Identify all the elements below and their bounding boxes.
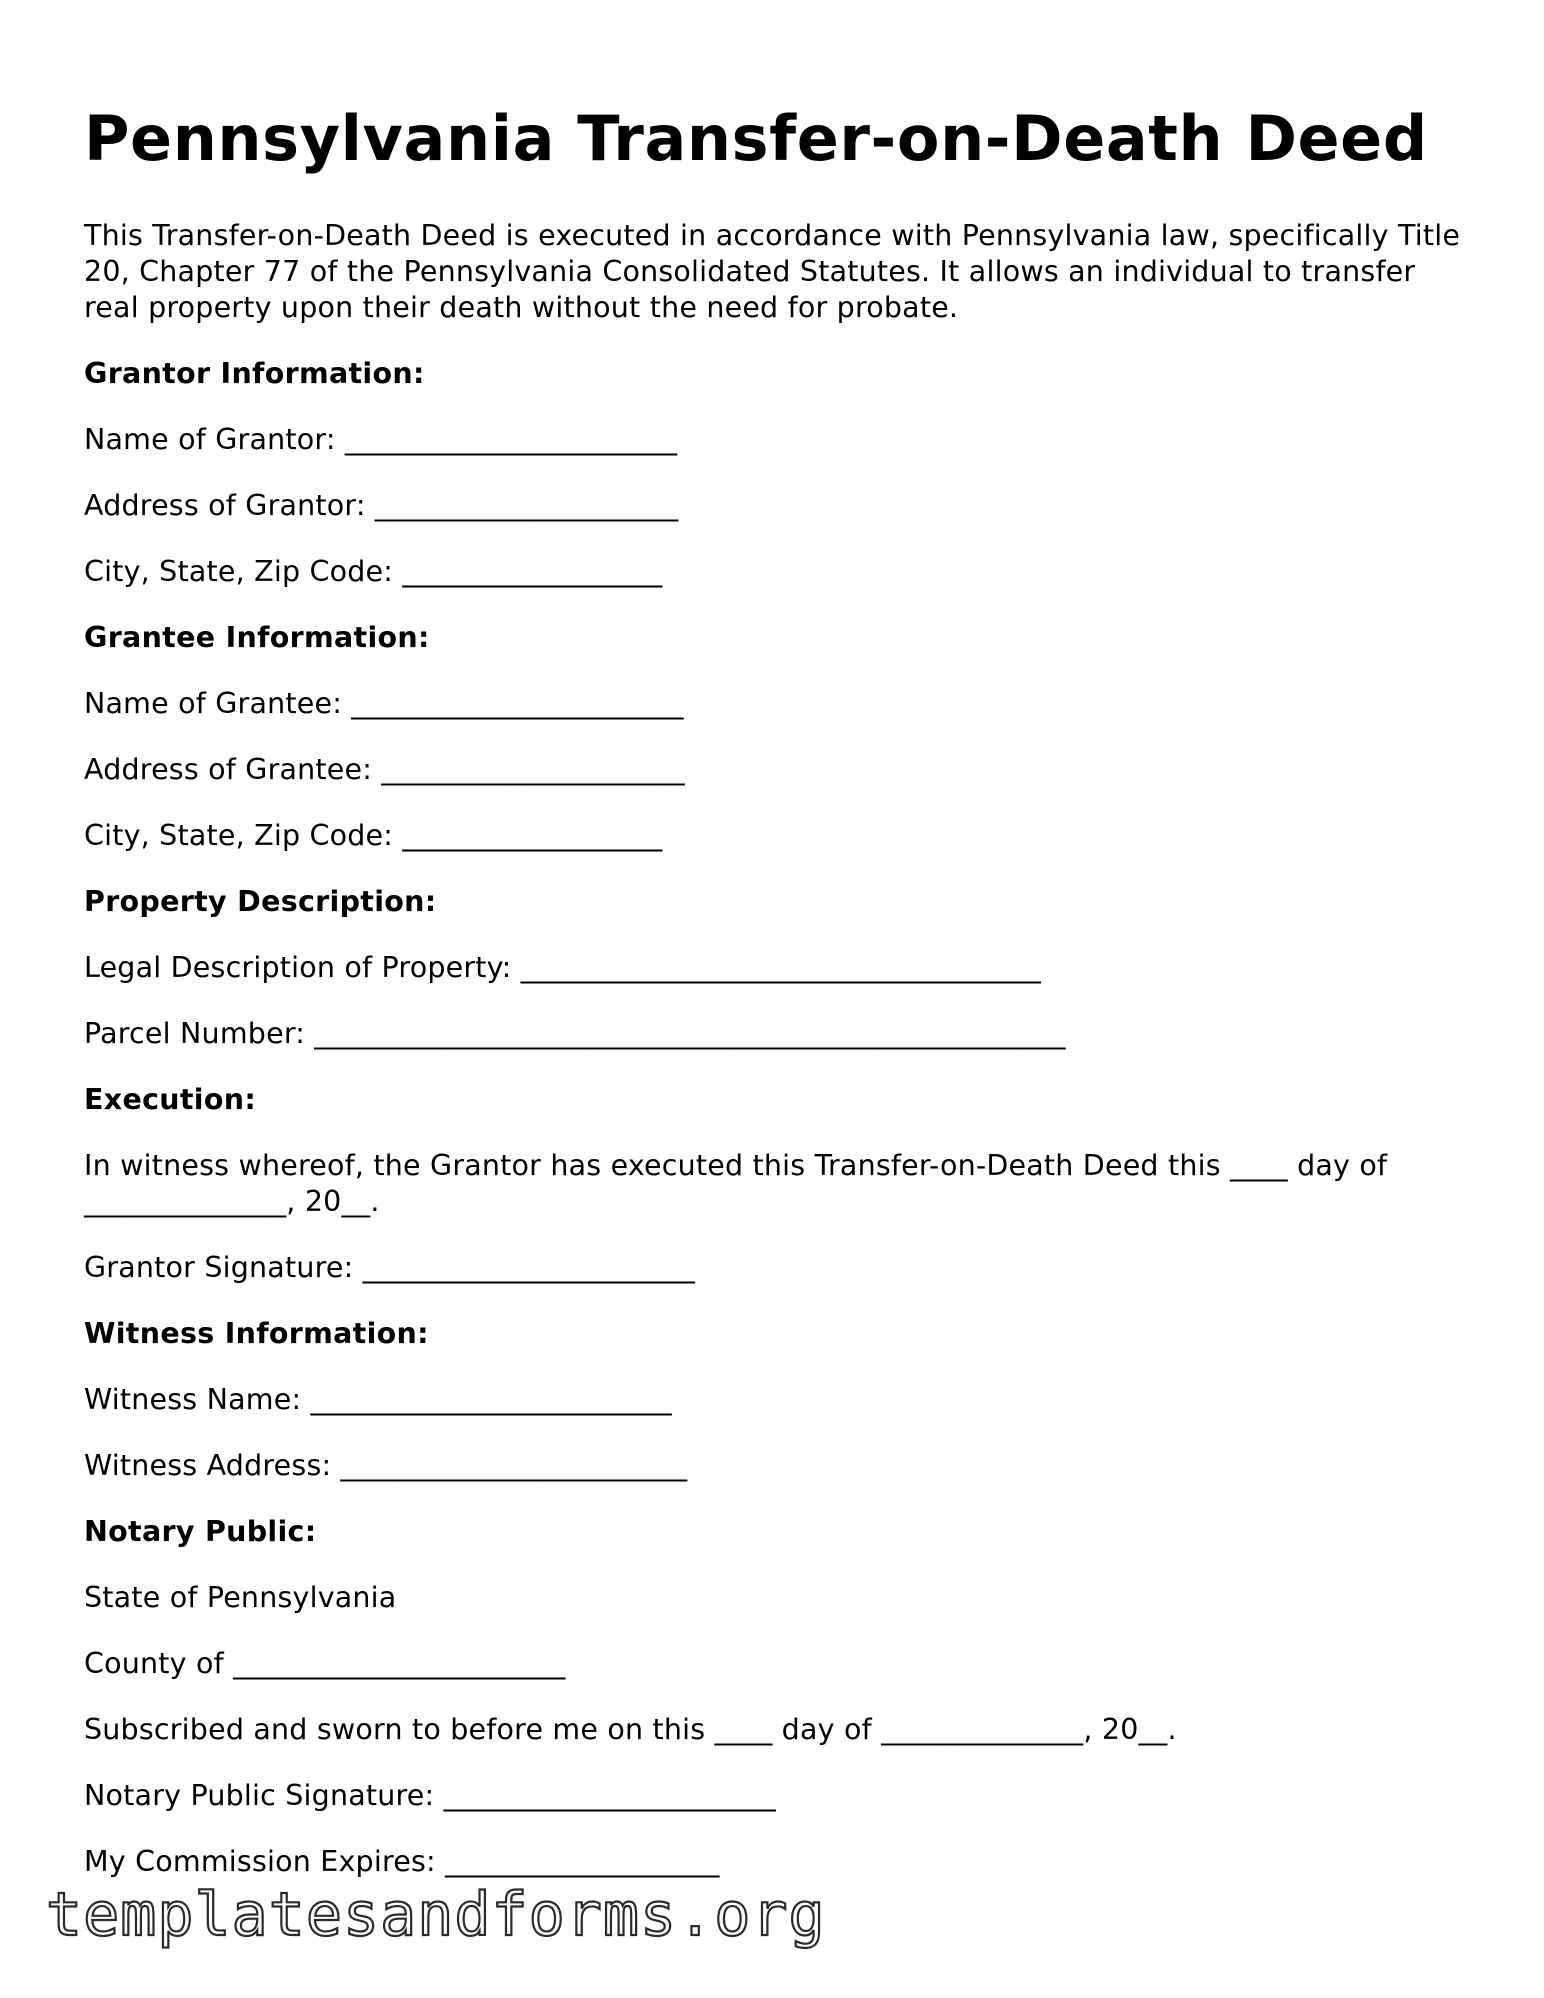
page-title: Pennsylvania Transfer-on-Death Deed xyxy=(84,102,1428,175)
notary-state: State of Pennsylvania xyxy=(84,1581,397,1614)
notary-heading: Notary Public: xyxy=(84,1515,317,1548)
grantor-address-field: Address of Grantor: _____________________ xyxy=(84,489,679,522)
execution-heading: Execution: xyxy=(84,1083,257,1116)
legal-description-field: Legal Description of Property: ____________________________________ xyxy=(84,951,1041,984)
witness-name-field: Witness Name: _________________________ xyxy=(84,1383,672,1416)
grantor-signature-field: Grantor Signature: _______________________ xyxy=(84,1251,696,1284)
grantee-address-field: Address of Grantee: _____________________ xyxy=(84,753,685,786)
parcel-number-field: Parcel Number: ____________________________________________________ xyxy=(84,1017,1066,1050)
commission-expires-field: My Commission Expires: ___________________ xyxy=(84,1845,720,1878)
intro-paragraph: This Transfer-on-Death Deed is executed in accordance with Pennsylvania law, specifically Title 20, Chapter 77 of the Pennsylvania Consolidated Statutes. It allows an individual to transfer real property upon their death without the need for probate. xyxy=(84,219,1461,324)
notary-sworn-line: Subscribed and sworn to before me on this ____ day of ______________, 20__. xyxy=(84,1713,1177,1746)
property-heading: Property Description: xyxy=(84,885,437,918)
grantee-heading: Grantee Information: xyxy=(84,621,430,654)
notary-county-field: County of _______________________ xyxy=(84,1647,566,1680)
witness-clause: In witness whereof, the Grantor has executed this Transfer-on-Death Deed this ____ day of ______________, 20__. xyxy=(84,1149,1388,1218)
document-page xyxy=(84,100,1464,1880)
grantor-city-field: City, State, Zip Code: __________________ xyxy=(84,555,663,588)
grantor-heading: Grantor Information: xyxy=(84,357,425,390)
grantee-name-field: Name of Grantee: _______________________ xyxy=(84,687,684,720)
watermark: templatesandforms.org xyxy=(46,1880,826,1950)
witness-address-field: Witness Address: ________________________ xyxy=(84,1449,688,1482)
notary-signature-field: Notary Public Signature: _______________________ xyxy=(84,1779,776,1812)
grantee-city-field: City, State, Zip Code: __________________ xyxy=(84,819,663,852)
witness-heading: Witness Information: xyxy=(84,1317,429,1350)
grantor-name-field: Name of Grantor: _______________________ xyxy=(84,423,678,456)
